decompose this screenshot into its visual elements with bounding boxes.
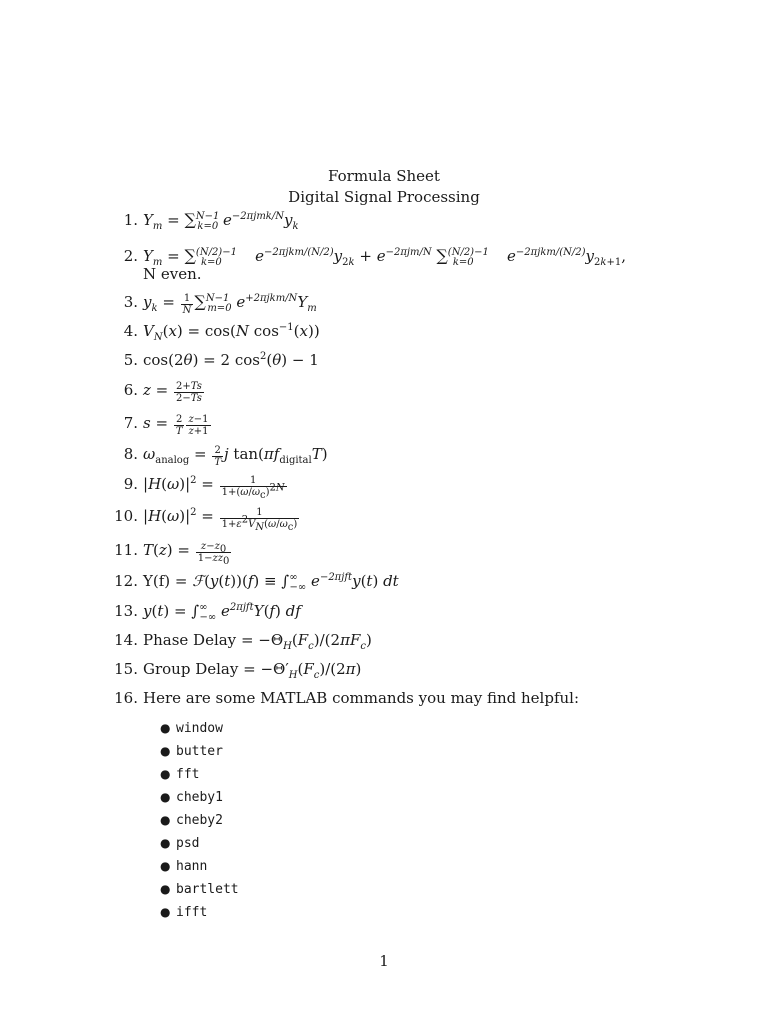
formula-number: 7.: [123, 414, 138, 432]
bullet-icon: ●: [160, 790, 171, 804]
group-delay-label: Group Delay: [143, 660, 239, 678]
list-item: ● psd: [160, 836, 200, 851]
list-item: ● ifft: [160, 905, 208, 920]
formula-number: 2.: [123, 247, 138, 265]
formula-number: 5.: [123, 351, 138, 369]
bullet-icon: ●: [160, 905, 171, 919]
formula-4: 4. $V_N(x) = \cos(N$ $\cos^{-1}(x)$): [112, 322, 320, 340]
formula-number: 1.: [123, 211, 138, 229]
formula-10: 10. $|H(\omega)|^2$ = $\frac{1}{1+\varepsilon^2V_N(\omega/\omega_c)}$: [112, 507, 300, 530]
bullet-icon: ●: [160, 836, 171, 850]
formula-number: 13.: [114, 602, 138, 620]
formula-number: 9.: [123, 475, 138, 493]
formula-13: 13. $y(t) = \int^\infty_{-\infty}$ $e^{2\pi jft}Y(f)$ df: [112, 602, 301, 620]
formula-15: 15. Group Delay = $-\Theta'_H(F_c)/(2\pi)$: [112, 660, 361, 678]
bullet-icon: ●: [160, 767, 171, 781]
formula-6: 6. z = $\frac{2+Ts}{2-Ts}$: [112, 381, 205, 404]
formula-number: 4.: [123, 322, 138, 340]
formula-9: 9. $|H(\omega)|^2$ = $\frac{1}{1+(\omega/\omega_c)^{2N}}$: [112, 475, 288, 498]
matlab-intro: Here are some MATLAB commands you may find helpful:: [143, 689, 580, 707]
formula-number: 16.: [114, 689, 138, 707]
formula-7: 7. s = $\frac{2}{T}$ $\frac{z-1}{z+1}$: [112, 414, 212, 437]
list-item: ● cheby2: [160, 813, 223, 828]
list-item: ● cheby1: [160, 790, 223, 805]
list-item: ● butter: [160, 744, 223, 759]
list-item: ● fft: [160, 767, 200, 782]
formula-2-continuation: N even.: [143, 265, 202, 283]
formula-11: 11. T(z) = $\frac{z-z_0}{1-zz_0}$: [112, 541, 232, 564]
bullet-icon: ●: [160, 813, 171, 827]
bullet-icon: ●: [160, 744, 171, 758]
list-item: ● hann: [160, 859, 208, 874]
formula-number: 10.: [114, 507, 138, 525]
formula-5: 5. cos(2θ) = 2 $\cos^2(\theta) - 1$: [112, 351, 319, 369]
formula-3: 3. $y_k$ = $\frac{1}{N}$ ∑$^{N-1}_{m=0}$ $e^{+2\pi jkm/N}Y_m$: [112, 293, 317, 316]
bullet-icon: ●: [160, 859, 171, 873]
page-subtitle: Digital Signal Processing: [288, 188, 480, 206]
list-item: ● bartlett: [160, 882, 239, 897]
formula-number: 6.: [123, 381, 138, 399]
formula-number: 8.: [123, 445, 138, 463]
formula-number: 12.: [114, 572, 138, 590]
formula-16: [112, 689, 579, 707]
bullet-icon: ●: [160, 882, 171, 896]
formula-8: 8. $\omega_{analog}$ = $\frac{2}{T}$ j $\tan(\pi f_{digital}T)$: [112, 445, 328, 468]
formula-1: 1. $Y_m = \sum^{N-1}_{k=0}$ $e^{-2\pi jmk/N}y_k$: [112, 211, 299, 229]
matlab-command-list: [160, 719, 239, 926]
formula-number: 14.: [114, 631, 138, 649]
formula-number: 3.: [123, 293, 138, 311]
bullet-icon: ●: [160, 721, 171, 735]
phase-delay-label: Phase Delay: [143, 631, 237, 649]
formula-14: 14. Phase Delay = $-\Theta_H(F_c)/(2\pi F_c)$: [112, 631, 372, 649]
formula-number: 11.: [114, 541, 138, 559]
formula-12: 12. Y(f) = ℱ(y(t))(f) ≡ $\int^\infty_{-\infty}$ $e^{-2\pi jft}y(t)$ dt: [112, 572, 399, 590]
title-block: [0, 166, 768, 208]
page-number: 1: [379, 952, 389, 970]
page-title: Formula Sheet: [328, 167, 440, 185]
formula-number: 15.: [114, 660, 138, 678]
formula-2: 2. $Y_m = \sum^{(N/2)-1}_{k=0}$ $e^{-2\pi jkm/(N/2)}y_{2k} + e^{-2\pi jm/N}$ ∑$^{(N/2)-1}_{k=0}$ $e^{-2\pi jkm/(N/2)}y_{2k+1}$,: [112, 247, 626, 265]
list-item: ● window: [160, 721, 223, 736]
